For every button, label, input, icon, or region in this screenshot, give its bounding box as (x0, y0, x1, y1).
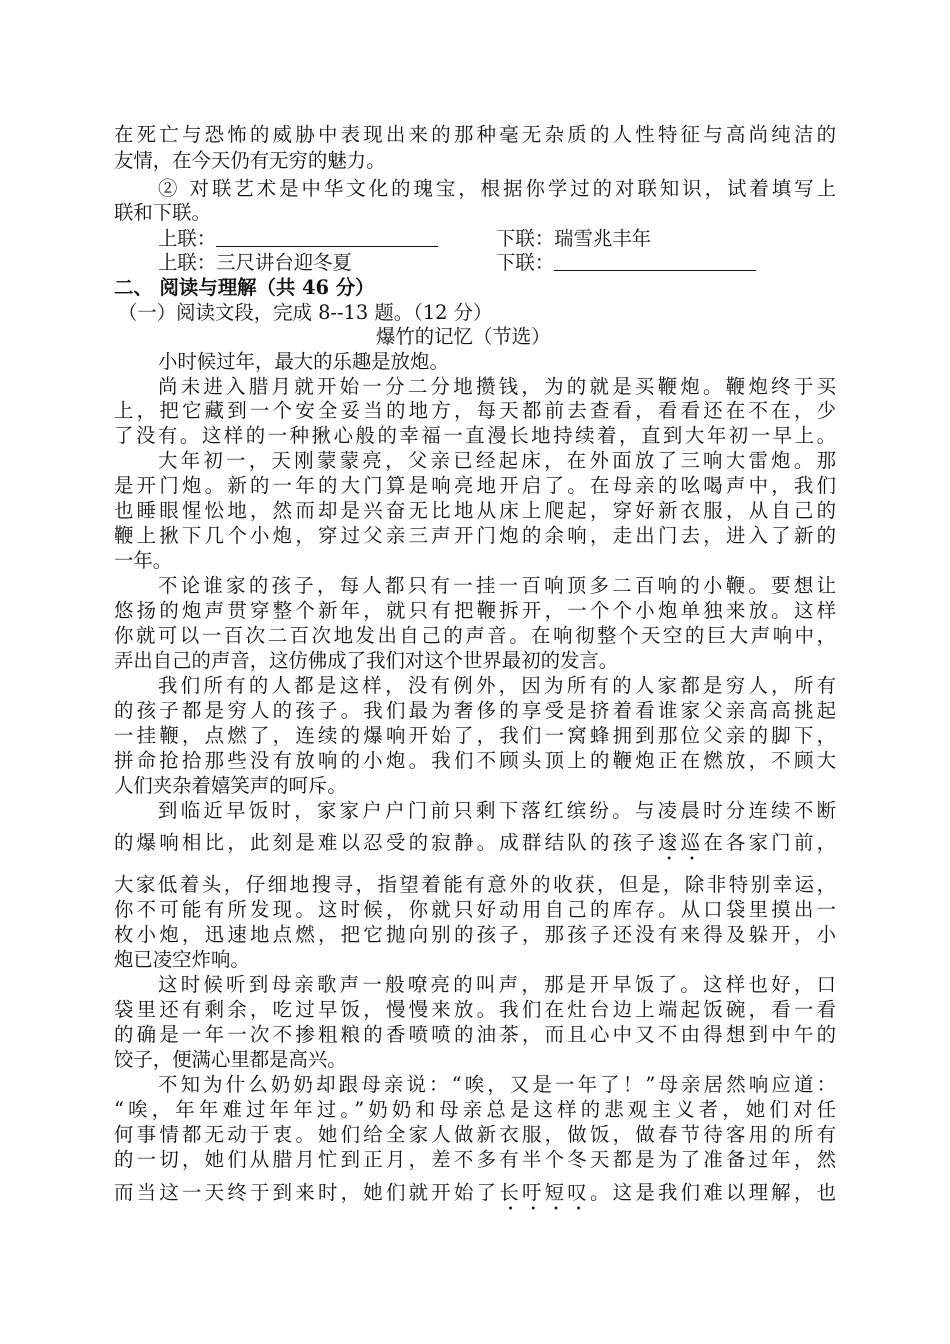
upper-couplet-blank[interactable] (216, 228, 438, 247)
p3-line-1: 大年初一，天刚蒙蒙亮，父亲已经起床，在外面放了三响大雷炮。那 (158, 449, 836, 472)
p8-line-5-b: 。这是我们难以理解，也 (589, 1181, 837, 1204)
p6-line-4: 你不可能有所发现。这时候，你就只好动用自己的库存。从口袋里摸出一 (114, 898, 836, 921)
p8-line-5 (114, 1180, 836, 1215)
paragraph-1: 小时候过年，最大的乐趣是放炮。 (158, 350, 449, 373)
p8-line-4: 的一切，她们从腊月忙到正月，差不多有半个冬天都是为了准备过年，然 (114, 1148, 836, 1171)
p7-line-3: 的确是一年一次不掺粗粮的香喷喷的油茶，而且心中又不由得想到中午的 (114, 1023, 836, 1046)
p3-line-3: 也睡眼惺忪地，然而却是兴奋无比地从床上爬起，穿好新衣服，从自己的 (114, 499, 836, 522)
p6-line-3: 大家低着头，仔细地搜寻，指望着能有意外的收获，但是，除非特别幸运， (114, 873, 836, 896)
p8-line-2: “唉，年年难过年年过。”奶奶和母亲总是这样的悲观主义者，她们对任 (114, 1098, 836, 1121)
p4-line-4: 弄出自己的声音，这仿佛成了我们对这个世界最初的发言。 (114, 649, 619, 672)
p4-line-2: 悠扬的炮声贯穿整个新年，就只有把鞭拆开，一个个小炮单独来放。这样 (114, 599, 836, 622)
couplet-row-1-right: 下联：瑞雪兆丰年 (496, 227, 652, 250)
p7-line-4: 饺子，便满心里都是高兴。 (114, 1048, 347, 1071)
p2-line-2: 上，把它藏到一个安全妥当的地方，每天都前去查看，看看还在不在，少 (114, 399, 836, 422)
p6-line-2-a: 的爆响相比，此刻是难以忍受的寂静。成群结队的孩子 (114, 831, 658, 854)
sub-section-heading: （一）阅读文段，完成 8--13 题。（12 分） (118, 301, 493, 324)
p4-line-3: 你就可以一百次二百次地发出自己的声音。在响彻整个天空的巨大声响中， (114, 624, 836, 647)
p7-line-1: 这时候听到母亲歌声一般嘹亮的叫声，那是开早饭了。这样也好，口 (158, 973, 836, 996)
p2-line-3: 了没有。这样的一种揪心般的幸福一直漫长地持续着，直到大年初一早上。 (114, 424, 836, 447)
upper-couplet-label: 上联： (158, 227, 217, 250)
p4-line-1: 不论谁家的孩子，每人都只有一挂一百响顶多二百响的小鞭。要想让 (158, 574, 836, 597)
p6-line-2 (114, 830, 836, 865)
couplet-row-2-right (496, 250, 756, 276)
emphasized-word-qunxun: 逡巡 (657, 831, 704, 854)
q2-line-2: 联和下联。 (114, 201, 211, 224)
p5-line-1: 我们所有的人都是这样，没有例外，因为所有的人家都是穷人，所有 (158, 674, 836, 697)
emphasized-phrase-changxuduantan: 长吁短叹 (499, 1181, 590, 1204)
p6-line-1: 到临近早饭时，家家户户门前只剩下落红缤纷。与凌晨时分连续不断 (158, 799, 836, 822)
p3-line-5: 一年。 (114, 549, 173, 572)
p8-line-5-a: 而当这一天终于到来时，她们就开始了 (114, 1181, 500, 1204)
couplet-row-2-left: 上联：三尺讲台迎冬夏 (158, 251, 352, 274)
p3-line-4: 鞭上揪下几个小炮，穿过父亲三声开门炮的余响，走出门去，进入了新的 (114, 524, 836, 547)
p5-line-5: 人们夹杂着嬉笑声的呵斥。 (114, 774, 347, 797)
p6-line-2-b: 在各家门前， (703, 831, 837, 854)
p5-line-2: 的孩子都是穷人的孩子。我们最为奢侈的享受是挤着看谁家父亲高高挑起 (114, 699, 836, 722)
p5-line-3: 一挂鞭，点燃了，连续的爆响开始了，我们一窝蜂拥到那位父亲的脚下， (114, 724, 836, 747)
intro-line-1: 在死亡与恐怖的威胁中表现出来的那种毫无杂质的人性特征与高尚纯洁的 (114, 123, 836, 146)
article-title: 爆竹的记忆（节选） (376, 325, 551, 348)
p8-line-3: 何事情都无动于衷。她们给全家人做新衣服，做饭，做春节待客用的所有 (114, 1123, 836, 1146)
p8-line-1: 不知为什么奶奶却跟母亲说：“唉，又是一年了！”母亲居然响应道： (158, 1073, 836, 1096)
intro-line-2: 友情，在今天仍有无穷的魅力。 (114, 149, 386, 172)
p6-line-6: 炮已凌空炸响。 (114, 948, 250, 971)
p7-line-2: 袋里还有剩余，吃过早饭，慢慢来放。我们在灶台边上端起饭碗，看一看 (114, 998, 836, 1021)
p5-line-4: 拼命抢拾那些没有放响的小炮。我们不顾头顶上的鞭炮正在燃放，不顾大 (114, 749, 836, 772)
q2-line-1: ② 对联艺术是中华文化的瑰宝，根据你学过的对联知识，试着填写上 (158, 177, 836, 200)
lower-couplet-label: 下联： (496, 251, 555, 274)
p3-line-2: 是开门炮。新的一年的大门算是响亮地开启了。在母亲的吆喝声中，我们 (114, 474, 836, 497)
lower-couplet-blank[interactable] (554, 252, 756, 271)
p6-line-5: 枚小炮，迅速地点燃，把它抛向别的孩子，那孩子还没有来得及躲开，小 (114, 923, 836, 946)
section-2-heading: 二、 阅读与理解（共 46 分） (114, 276, 375, 299)
couplet-row-1-left (158, 226, 438, 252)
p2-line-1: 尚未进入腊月就开始一分二分地攒钱，为的就是买鞭炮。鞭炮终于买 (158, 375, 836, 398)
